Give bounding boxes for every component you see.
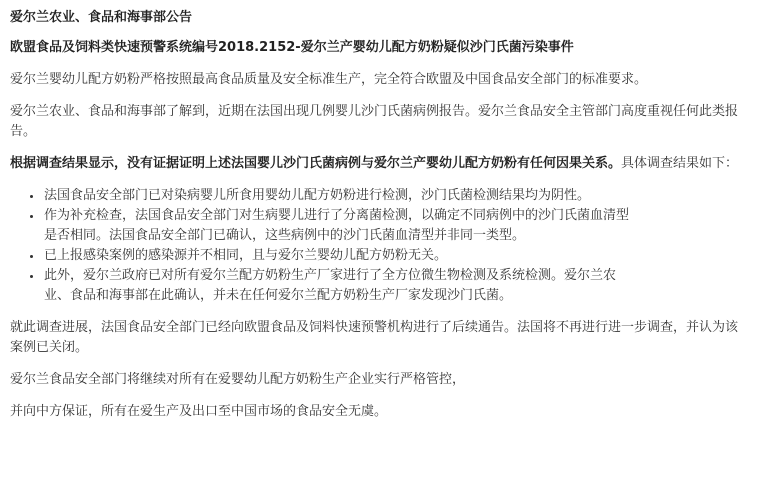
paragraph-france-cases: 爱尔兰农业、食品和海事部了解到，近期在法国出现几例婴儿沙门氏菌病例报告。爱尔兰食品安全主管部门高度重视任何此类报告。 <box>10 104 739 139</box>
page-title: 爱尔兰农业、食品和海事部公告 <box>10 10 193 25</box>
paragraph-investigation <box>10 154 749 174</box>
finding-item: • 此外，爱尔兰政府已对所有爱尔兰配方奶粉生产厂家进行了全方位微生物检测及系统检测。爱尔兰农业、食品和海事部在此确认，并未在任何爱尔兰配方奶粉生产厂家发现沙门氏菌。 <box>42 266 749 306</box>
paragraph-assurance: 并向中方保证，所有在爱生产及出口至中国市场的食品安全无虞。 <box>10 404 388 419</box>
findings-list <box>10 186 749 306</box>
finding-item: • 已上报感染案例的感染源并不相同，且与爱尔兰婴幼儿配方奶粉无关。 <box>42 246 749 266</box>
paragraph-standards: 爱尔兰婴幼儿配方奶粉严格按照最高食品质量及安全标准生产，完全符合欧盟及中国食品安全部门的标准要求。 <box>10 72 648 87</box>
finding-item: • 作为补充检查，法国食品安全部门对生病婴儿进行了分离菌检测，以确定不同病例中的沙门氏菌血清型是否相同。法国食品安全部门已确认，这些病例中的沙门氏菌血清型并非同一类型。 <box>42 206 749 246</box>
paragraph-followup: 就此调查进展，法国食品安全部门已经向欧盟食品及饲料快速预警机构进行了后续通告。法国将不再进行进一步调查，并认为该案例已关闭。 <box>10 320 739 355</box>
paragraph-controls: 爱尔兰食品安全部门将继续对所有在爱婴幼儿配方奶粉生产企业实行严格管控， <box>10 372 466 387</box>
page-subtitle: 欧盟食品及饲料类快速预警系统编号2018.2152-爱尔兰产婴幼儿配方奶粉疑似沙门氏菌污染事件 <box>10 40 574 55</box>
finding-item: • 法国食品安全部门已对染病婴儿所食用婴幼儿配方奶粉进行检测，沙门氏菌检测结果均为阴性。 <box>42 186 749 206</box>
investigation-intro: 具体调查结果如下： <box>621 156 739 171</box>
investigation-conclusion: 根据调查结果显示，没有证据证明上述法国婴儿沙门氏菌病例与爱尔兰产婴幼儿配方奶粉有任何因果关系。 <box>10 156 622 171</box>
